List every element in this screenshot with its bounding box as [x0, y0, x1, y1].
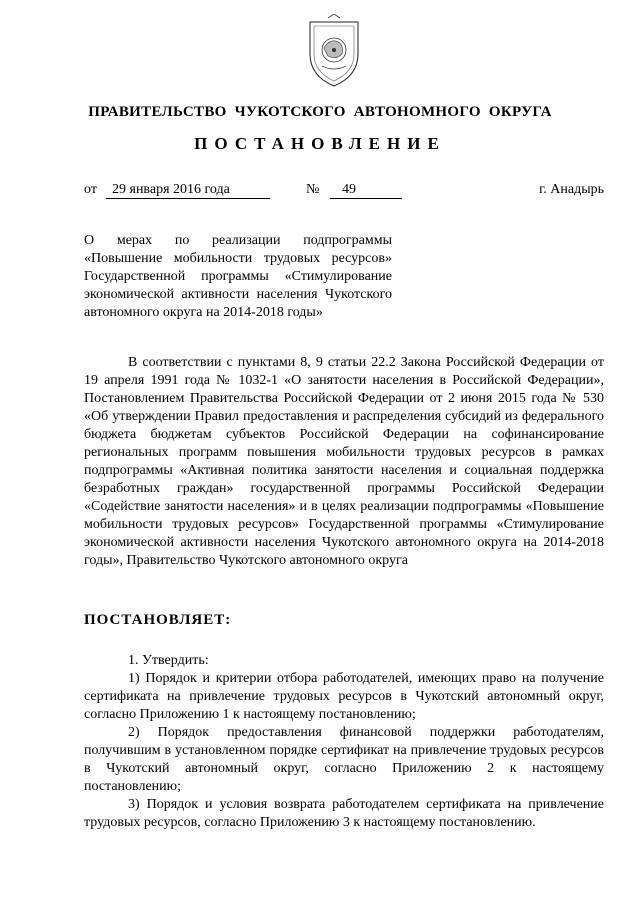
date-label: от: [84, 182, 97, 197]
coat-of-arms-icon: [304, 14, 364, 90]
document-type: ПОСТАНОВЛЕНИЕ: [194, 134, 446, 153]
document-city: г. Анадырь: [539, 182, 604, 197]
list-item: 2) Порядок предоставления финансовой поддержки работодателям, получившим в установленном порядке сертификат на привлечение трудовых ресурсов в Чукотский автономный округ, согласно Приложению 2 к настоящему постановлению;: [84, 725, 604, 794]
number-label: №: [306, 182, 320, 197]
list-item: 1) Порядок и критерии отбора работодателей, имеющих право на получение сертификата на привлечение трудовых ресурсов в Чукотский автономный округ, согласно Приложению 1 к настоящему постановлению;: [84, 671, 604, 722]
list-intro: 1. Утвердить:: [128, 653, 209, 668]
document-subject: О мерах по реализации подпрограммы «Повышение мобильности трудовых ресурсов» Государственной программы «Стимулирование экономической активности населения Чукотского автономного округа на 2014-2018 годы»: [84, 233, 392, 320]
document-meta: [84, 182, 604, 200]
document-number: 49: [330, 182, 402, 199]
preamble-paragraph: В соответствии с пунктами 8, 9 статьи 22.2 Закона Российской Федерации от 19 апреля 1991 года № 1032-1 «О занятости населения в Российской Федерации», Постановлением Правительства Российской Федерации от 2 июня 2015 года № 530 «Об утверждении Правил предоставления и распределения субсидий из федерального бюджета бюджетам субъектов Российской Федерации на софинансирование региональных программ повышения мобильности трудовых ресурсов в рамках подпрограммы «Активная политика занятости населения и социальная поддержка безработных граждан» государственной программы Российской Федерации «Содействие занятости населения» и в целях реализации подпрограммы «Повышение мобильности трудовых ресурсов» Государственной программы «Стимулирование экономической активности населения Чукотского автономного округа на 2014-2018 годы», Правительство Чукотского автономного округа: [84, 355, 604, 568]
decree-heading: ПОСТАНОВЛЯЕТ:: [84, 612, 232, 628]
government-title: ПРАВИТЕЛЬСТВО ЧУКОТСКОГО АВТОНОМНОГО ОКРУГА: [88, 104, 552, 120]
list-item: 3) Порядок и условия возврата работодателем сертификата на привлечение трудовых ресурсов, согласно Приложению 3 к настоящему постановлению.: [84, 797, 604, 830]
decree-items: [84, 652, 604, 832]
document-date: 29 января 2016 года: [106, 182, 270, 199]
